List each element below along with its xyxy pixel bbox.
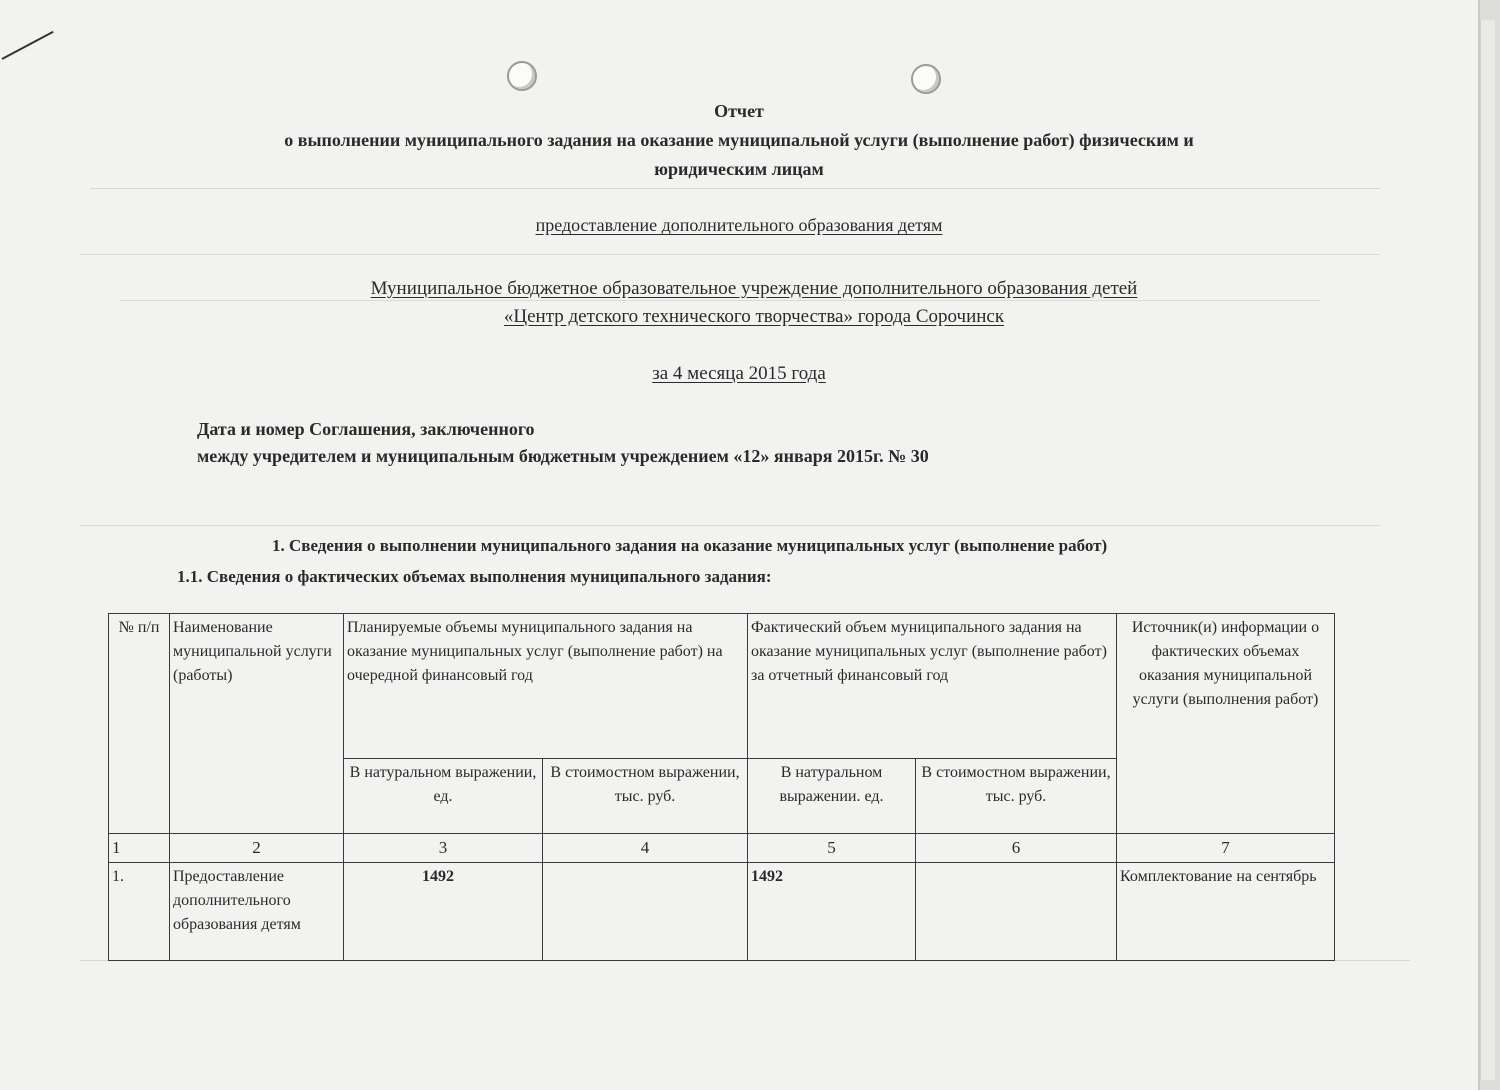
column-number-1: 1 bbox=[109, 834, 170, 863]
row-number: 1. bbox=[109, 863, 170, 961]
column-number-2: 2 bbox=[170, 834, 344, 863]
row-fact-cost bbox=[916, 863, 1117, 961]
institution-line2: «Центр детского технического творчества» города Сорочинск bbox=[503, 306, 1005, 327]
header-col-service-name: Наименование муниципальной услуги (работы) bbox=[170, 614, 344, 834]
row-fact-natural: 1492 bbox=[748, 863, 916, 961]
agreement-line1: Дата и номер Соглашения, заключенного bbox=[197, 419, 535, 439]
row-service-name: Предоставление дополнительного образования детям bbox=[170, 863, 344, 961]
paper-edge bbox=[1480, 20, 1495, 1080]
report-period: за 4 месяца 2015 года bbox=[652, 363, 826, 384]
column-number-4: 4 bbox=[543, 834, 748, 863]
row-plan-natural: 1492 bbox=[344, 863, 543, 961]
punch-hole-left bbox=[507, 61, 537, 91]
column-number-7: 7 bbox=[1117, 834, 1335, 863]
institution-line1: Муниципальное бюджетное образовательное учреждение дополнительного образования детей bbox=[370, 278, 1138, 299]
agreement-line2: между учредителем и муниципальным бюджетным учреждением «12» января 2015г. № 30 bbox=[197, 446, 929, 466]
header-fact-cost: В стоимостном выражении, тыс. руб. bbox=[916, 759, 1117, 834]
bleed-through-line bbox=[80, 525, 1380, 526]
header-fact-natural: В натуральном выражении. ед. bbox=[748, 759, 916, 834]
bleed-through-line bbox=[80, 254, 1380, 255]
volumes-table bbox=[108, 613, 1335, 961]
column-number-6: 6 bbox=[916, 834, 1117, 863]
bleed-through-line bbox=[120, 300, 1320, 301]
column-number-3: 3 bbox=[344, 834, 543, 863]
punch-hole-right bbox=[911, 64, 941, 94]
header-plan-natural: В натуральном выражении, ед. bbox=[344, 759, 543, 834]
row-plan-cost bbox=[543, 863, 748, 961]
bleed-through-line bbox=[90, 188, 1380, 189]
header-plan-cost: В стоимостном выражении, тыс. руб. bbox=[543, 759, 748, 834]
table-row bbox=[109, 863, 1335, 961]
column-number-5: 5 bbox=[748, 834, 916, 863]
header-col-actual-volumes: Фактический объем муниципального задания на оказание муниципальных услуг (выполнение работ) за отчетный финансовый год bbox=[748, 614, 1117, 759]
header-col-info-source: Источник(и) информации о фактических объемах оказания муниципальной услуги (выполнения работ) bbox=[1117, 614, 1335, 834]
header-col-number: № п/п bbox=[109, 614, 170, 834]
section-1-heading: 1. Сведения о выполнении муниципального задания на оказание муниципальных услуг (выполнение работ) bbox=[272, 536, 1108, 555]
report-title: Отчет bbox=[714, 101, 764, 121]
report-subtitle-line2: юридическим лицам bbox=[654, 159, 824, 179]
header-col-planned-volumes: Планируемые объемы муниципального задания на оказание муниципальных услуг (выполнение работ) на очередной финансовый год bbox=[344, 614, 748, 759]
report-subtitle-line1: о выполнении муниципального задания на оказание муниципальной услуги (выполнение работ) физическим и bbox=[284, 130, 1194, 150]
section-1-1-heading: 1.1. Сведения о фактических объемах выполнения муниципального задания: bbox=[177, 567, 772, 586]
service-name: предоставление дополнительного образования детям bbox=[535, 215, 943, 235]
row-info-source: Комплектование на сентябрь bbox=[1117, 863, 1335, 961]
